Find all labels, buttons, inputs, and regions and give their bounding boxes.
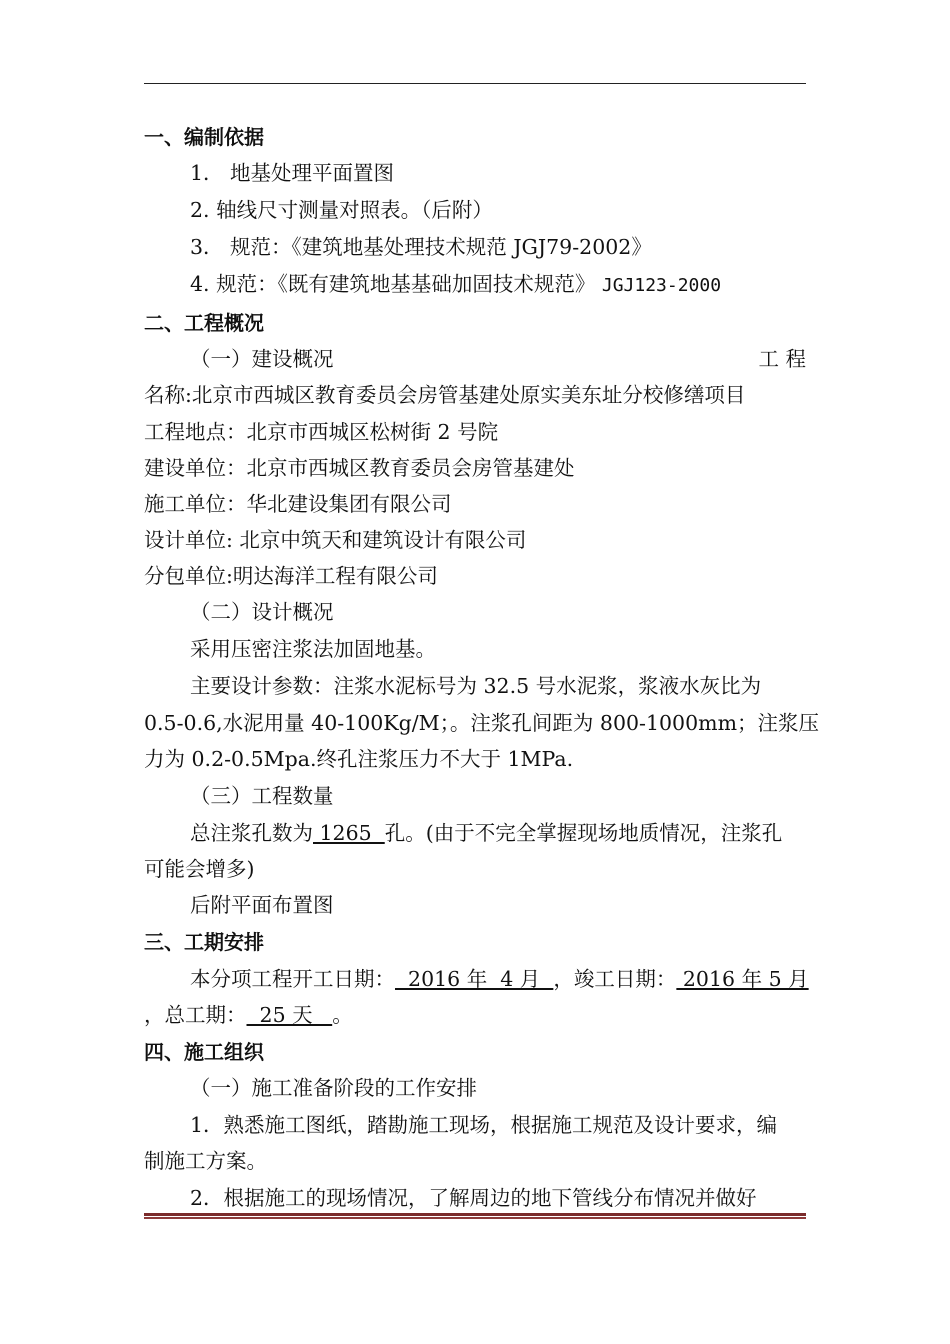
section-title-schedule: 三、工期安排: [144, 930, 264, 954]
section-title-overview: 二、工程概况: [144, 311, 264, 335]
holes-count: 1265: [313, 821, 385, 845]
start-date-label: 本分项工程开工日期：: [190, 967, 395, 991]
params-line-1: 主要设计参数：注浆水泥标号为 32.5 号水泥浆，浆液水灰比为: [190, 674, 762, 698]
total-duration-value: 25 天: [246, 1003, 333, 1027]
section-title-organization: 四、施工组织: [144, 1040, 264, 1064]
project-name: 名称:北京市西城区教育委员会房管基建处原实美东址分校修缮项目: [144, 383, 746, 407]
holes-prefix: 总注浆孔数为: [190, 821, 313, 845]
params-line-2: 0.5-0.6,水泥用量 40-100Kg/M；。注浆孔间距为 800-1000mm；注浆压: [144, 711, 820, 735]
prep-item-1-line-2: 制施工方案。: [144, 1149, 267, 1173]
overview-sub3-label: （三）工程数量: [190, 784, 334, 808]
overview-sub1-trailing: 工 程: [758, 347, 806, 371]
builder-unit: 建设单位：北京市西城区教育委员会房管基建处: [144, 456, 575, 480]
schedule-dates: [190, 966, 809, 992]
overview-sub1-label: （一）建设概况: [190, 347, 334, 371]
basis-item-4: [190, 271, 806, 299]
end-date-label: ，竣工日期：: [553, 967, 677, 991]
organization-sub1-label: （一）施工准备阶段的工作安排: [190, 1076, 477, 1100]
basis-item-2: 2. 轴线尺寸测量对照表。（后附）: [190, 198, 493, 222]
subcontractor-unit: 分包单位:明达海洋工程有限公司: [144, 564, 438, 588]
footer-rule: [144, 1213, 806, 1219]
schedule-total: [144, 1002, 806, 1028]
appendix-note: 后附平面布置图: [190, 893, 334, 917]
holes-continuation: 可能会增多): [144, 857, 255, 881]
params-line-3: 力为 0.2-0.5Mpa.终孔注浆压力不大于 1MPa.: [144, 747, 574, 771]
design-unit: 设计单位: 北京中筑天和建筑设计有限公司: [144, 528, 527, 552]
prep-item-1-line-1: 1．熟悉施工图纸，踏勘施工现场，根据施工规范及设计要求，编: [190, 1113, 778, 1137]
project-location: 工程地点：北京市西城区松树街 2 号院: [144, 420, 499, 444]
basis-item-4-code: JGJ123-2000: [601, 275, 722, 296]
holes-line: [190, 820, 806, 846]
holes-suffix: 孔。(由于不完全掌握现场地质情况，注浆孔: [384, 821, 783, 845]
basis-item-1: 1． 地基处理平面置图: [190, 161, 395, 185]
method-text: 采用压密注浆法加固地基。: [190, 637, 436, 661]
end-date-value: 2016 年 5 月: [676, 967, 809, 991]
basis-item-3: 3． 规范：《建筑地基处理技术规范 JGJ79-2002》: [190, 235, 652, 259]
total-duration-suffix: 。: [332, 1003, 353, 1027]
start-date-value: 2016 年 4 月: [395, 967, 554, 991]
prep-item-2-line-1: 2．根据施工的现场情况，了解周边的地下管线分布情况并做好: [190, 1186, 757, 1210]
section-title-basis: 一、编制依据: [144, 125, 264, 149]
overview-sub1-row: [190, 346, 806, 372]
basis-item-4-text: 4. 规范：《既有建筑地基基础加固技术规范》: [190, 272, 596, 296]
contractor-unit: 施工单位：华北建设集团有限公司: [144, 492, 452, 516]
total-duration-label: ，总工期：: [144, 1003, 247, 1027]
header-rule: [144, 83, 806, 84]
overview-sub2-label: （二）设计概况: [190, 600, 334, 624]
